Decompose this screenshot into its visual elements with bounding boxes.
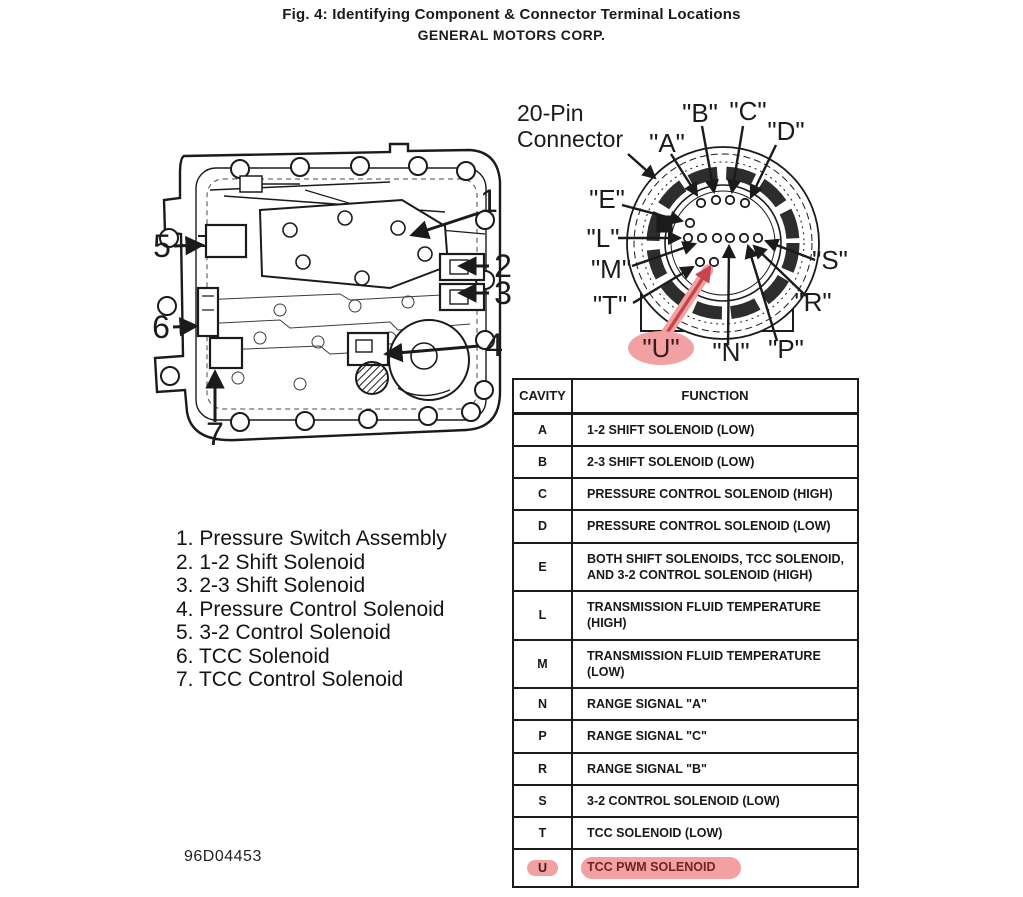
highlight-pill-function: TCC PWM SOLENOID — [581, 857, 741, 878]
figure-title — [0, 6, 1023, 43]
table-row — [513, 640, 858, 689]
pin-n — [726, 234, 734, 242]
pin-label-c: "C" — [729, 96, 767, 126]
cell-function: 3-2 CONTROL SOLENOID (LOW) — [572, 785, 858, 817]
cell-cavity: N — [513, 688, 572, 720]
table-row — [513, 688, 858, 720]
pin-label-t: "T" — [592, 290, 628, 320]
pin-label-b: "B" — [682, 98, 718, 128]
pin-e — [686, 219, 694, 227]
legend-item-4: 4. Pressure Control Solenoid — [176, 597, 445, 621]
pin-label-e: "E" — [589, 184, 625, 214]
cell-function-highlighted — [572, 849, 858, 886]
cell-cavity: T — [513, 817, 572, 849]
solenoid-tcc — [198, 288, 218, 336]
valve-body-diagram — [140, 138, 520, 453]
connector-rings — [627, 147, 819, 339]
cell-function: RANGE SIGNAL "C" — [572, 720, 858, 752]
solenoid-tcc-control — [210, 338, 242, 368]
cavity-function-table — [512, 378, 859, 888]
pin-label-p: "P" — [768, 334, 804, 364]
connector-title-line1: 20-Pin — [517, 100, 584, 126]
cell-function: PRESSURE CONTROL SOLENOID (LOW) — [572, 510, 858, 542]
table-row — [513, 817, 858, 849]
pin-a — [697, 199, 705, 207]
solenoid-3-2-control — [206, 225, 246, 257]
table-row — [513, 478, 858, 510]
legend-item-6: 6. TCC Solenoid — [176, 644, 330, 668]
cell-function: 2-3 SHIFT SOLENOID (LOW) — [572, 446, 858, 478]
document-number: 96D04453 — [184, 848, 262, 865]
pin-label-l: "L" — [586, 223, 620, 253]
cell-cavity: C — [513, 478, 572, 510]
cell-cavity: D — [513, 510, 572, 542]
pin-label-m: "M" — [590, 254, 632, 284]
table-row — [513, 785, 858, 817]
cell-function: TRANSMISSION FLUID TEMPERATURE (LOW) — [572, 640, 858, 689]
pin-label-a: "A" — [649, 128, 685, 158]
cell-function: TCC SOLENOID (LOW) — [572, 817, 858, 849]
figure-title-line2: GENERAL MOTORS CORP. — [417, 27, 606, 43]
connector-diagram — [505, 90, 865, 380]
legend-item-5: 5. 3-2 Control Solenoid — [176, 621, 391, 644]
pin-label-s: "S" — [812, 245, 848, 275]
pin-label-r: "R" — [794, 287, 832, 317]
pressure-switch-assembly — [260, 200, 448, 288]
cell-cavity: M — [513, 640, 572, 689]
table-row — [513, 753, 858, 785]
pin-d — [741, 199, 749, 207]
cell-cavity: L — [513, 591, 572, 640]
connector-title-line2: Connector — [517, 126, 624, 152]
legend-item-3: 3. 2-3 Shift Solenoid — [176, 574, 366, 597]
table-row — [513, 720, 858, 752]
callout-7: 7 — [206, 416, 224, 452]
header-function: FUNCTION — [572, 379, 858, 413]
component-legend — [176, 527, 447, 692]
cell-cavity: A — [513, 413, 572, 446]
table-row — [513, 510, 858, 542]
pin-u — [710, 258, 718, 266]
callout-2: 2 — [494, 248, 512, 284]
cell-cavity-highlighted — [513, 849, 572, 886]
cell-function: RANGE SIGNAL "A" — [572, 688, 858, 720]
pin-s — [754, 234, 762, 242]
legend-item-2: 2. 1-2 Shift Solenoid — [176, 550, 366, 574]
legend-item-7: 7. TCC Control Solenoid — [176, 668, 404, 691]
table-row — [513, 591, 858, 640]
highlight-blob-u: U — [527, 860, 558, 876]
pin-m — [698, 234, 706, 242]
callout-4: 4 — [485, 327, 503, 363]
cell-function: RANGE SIGNAL "B" — [572, 753, 858, 785]
table-header-row — [513, 379, 858, 413]
pin-label-d: "D" — [767, 116, 805, 146]
table-row-highlighted — [513, 849, 858, 886]
cell-cavity: B — [513, 446, 572, 478]
callout-6: 6 — [152, 309, 170, 345]
figure-title-line1: Fig. 4: Identifying Component & Connector Terminal Locations — [282, 6, 741, 23]
cell-function: BOTH SHIFT SOLENOIDS, TCC SOLENOID, AND 3-2 CONTROL SOLENOID (HIGH) — [572, 543, 858, 592]
pin-c — [726, 196, 734, 204]
cell-function: TRANSMISSION FLUID TEMPERATURE (HIGH) — [572, 591, 858, 640]
callout-3: 3 — [494, 275, 512, 311]
cell-function: 1-2 SHIFT SOLENOID (LOW) — [572, 413, 858, 446]
pin-label-n: "N" — [712, 337, 750, 367]
table-row — [513, 543, 858, 592]
cell-function: PRESSURE CONTROL SOLENOID (HIGH) — [572, 478, 858, 510]
callout-1: 1 — [480, 183, 498, 219]
cell-cavity: E — [513, 543, 572, 592]
cell-cavity: S — [513, 785, 572, 817]
legend-item-1: 1. Pressure Switch Assembly — [176, 527, 447, 550]
pin-p — [740, 234, 748, 242]
pin-label-u: "U" — [642, 333, 680, 363]
table-row — [513, 446, 858, 478]
cell-cavity: P — [513, 720, 572, 752]
pin-b — [712, 196, 720, 204]
callout-5: 5 — [153, 228, 171, 264]
cell-cavity: R — [513, 753, 572, 785]
pin-mid-3 — [713, 234, 721, 242]
table-row — [513, 413, 858, 446]
pin-t — [696, 258, 704, 266]
header-cavity: CAVITY — [513, 379, 572, 413]
pin-l — [684, 234, 692, 242]
